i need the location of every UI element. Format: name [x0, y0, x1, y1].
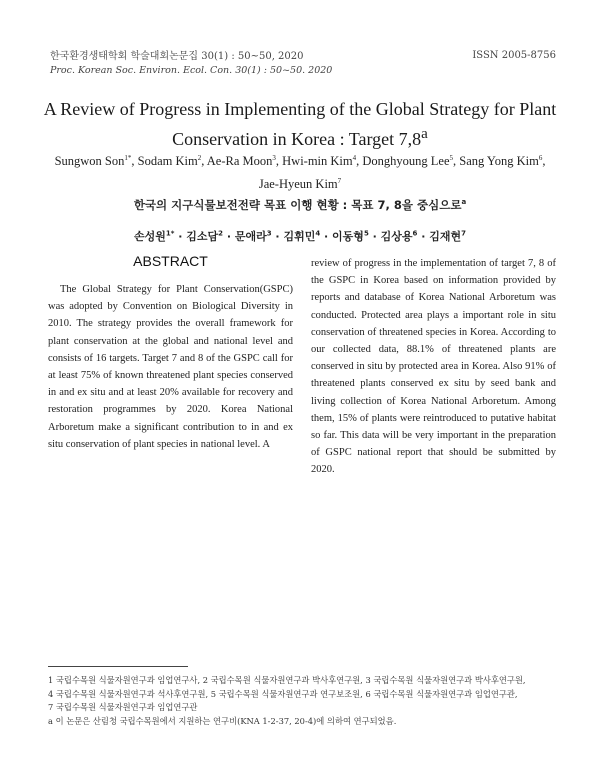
author-affiliation-mark: 6 — [538, 154, 543, 162]
author-name: Donghyoung Lee — [362, 154, 450, 169]
author-name: Sodam Kim — [137, 154, 198, 169]
footnote-line: 4 국립수목원 식물자원연구과 석사후연구원, 5 국립수목원 식물자원연구과 연구보조원, 6 국립수목원 식물자원연구과 임업연구관, — [48, 688, 518, 699]
journal-header-english: Proc. Korean Soc. Environ. Ecol. Con. 30(1) : 50~50. 2020 — [50, 65, 333, 76]
abstract-column-right: review of progress in the implementation of target 7, 8 of the GSPC in Korea based on information provided by reports and database of Korea National Arboretum was conducted. Protected area plays a important role in situ conservation of threatened species in Korea. According to our collected data, 88.1% of threatened plants are conserved in situ by protected area in Korea. Also 91% of threatened plants conserved ex situ by seed bank and living collection of Korea National Arboretum. Among them, 15% of plants were reintroduced to putative habitat so far. This data will be very important in the preparation of GSPC national report that should be submitted by 2020. — [311, 258, 556, 476]
author-affiliation-mark: 3 — [272, 154, 276, 162]
footnote-line: 7 국립수목원 식물자원연구과 임업연구관 — [48, 702, 198, 713]
author-affiliation-mark: 5 — [449, 154, 454, 162]
paper-title-line1: A Review of Progress in Implementing of the Global Strategy for Plant — [43, 99, 557, 119]
author-affiliation-mark: 7 — [337, 177, 342, 186]
korean-author-list: 손성원$^{1*}$ · 김소담$^2$ · 문애라$^3$ · 김휘민$^4$ · 이동형$^5$ · 김상용$^6$ · 김재현$^7$ — [133, 229, 467, 243]
korean-author-name: 김휘민 — [283, 230, 316, 243]
abstract-column-left: The Global Strategy for Plant Conservation(GSPC) was adopted by Convention on Biological Diversity in 2010. The strategy provides the overall framework for plant conservation at the global and national level and consists of 16 targets. Target 7 and 8 of the GSPC call for at least 75% of known threatened plant species conserved in and ex situ and at least 20% available for recovery and restoration programmes by 2020. Korea National Arboretum make a significant contribution to in and ex situ conservation of plant species in national level. A — [48, 284, 293, 450]
korean-author-name: 이동형 — [332, 230, 364, 243]
author-name: Sang Yong Kim — [459, 154, 539, 169]
journal-header — [50, 50, 332, 78]
footnote-line: a 이 논문은 산림청 국립수목원에서 지원하는 연구비(KNA 1-2-37, 20-4)에 의하여 연구되었음. — [48, 715, 397, 726]
korean-author-affiliation-mark: 6 — [412, 229, 418, 238]
author-list: Sungwon Son$^{1*}$, Sodam Kim$^2$, Ae-Ra Moon$^3$, Hwi-min Kim$^4$, Donghyoung Lee$^5$, Sang Yong Kim$^6$, Jae-Hyeun Kim$^7$ — [54, 154, 546, 192]
korean-title-footnote-mark: a — [461, 198, 467, 207]
korean-author-name: 김소담 — [186, 230, 219, 243]
author-affiliation-mark: 2 — [197, 154, 202, 162]
korean-author-affiliation-mark: 4 — [315, 229, 321, 238]
korean-title: 한국의 지구식물보전전략 목표 이행 현황 : 목표 7, 8을 중심으로$^a$ — [133, 198, 467, 212]
footnote-line: 1 국립수목원 식물자원연구과 임업연구사, 2 국립수목원 식물자원연구과 박사후연구원, 3 국립수목원 식물자원연구과 박사후연구원, — [48, 675, 526, 685]
author-name: Ae-Ra Moon — [206, 154, 273, 169]
author-name: Sungwon Son — [54, 154, 125, 169]
footnotes — [48, 674, 568, 728]
korean-author-name: 손성원 — [133, 230, 166, 243]
korean-author-affiliation-mark: 2 — [218, 229, 223, 238]
footnote-divider — [48, 666, 188, 667]
paper-title — [40, 97, 560, 152]
issn: ISSN 2005-8756 — [472, 50, 556, 61]
paper-title-line2: Conservation in Korea : Target 7,8$^a$ — [172, 126, 428, 149]
author-name: Jae-Hyeun Kim — [258, 177, 338, 192]
korean-author-name: 김상용 — [380, 230, 413, 243]
author-affiliation-mark: 4 — [352, 154, 357, 162]
author-name: Hwi-min Kim — [282, 154, 353, 169]
abstract-heading: ABSTRACT — [133, 253, 208, 269]
korean-author-affiliation-mark: 7 — [461, 229, 467, 238]
korean-author-affiliation-mark: 5 — [363, 229, 369, 238]
author-affiliation-mark: 1* — [124, 154, 132, 162]
korean-author-affiliation-mark: 1* — [165, 229, 175, 238]
korean-author-name: 김재현 — [429, 230, 462, 243]
title-footnote-mark: a — [421, 126, 428, 142]
korean-author-affiliation-mark: 3 — [266, 229, 272, 238]
journal-header-korean: 한국환경생태학회 학술대회논문집 30(1) : 50~50, 2020 — [50, 51, 304, 62]
korean-author-name: 문애라 — [234, 230, 267, 243]
